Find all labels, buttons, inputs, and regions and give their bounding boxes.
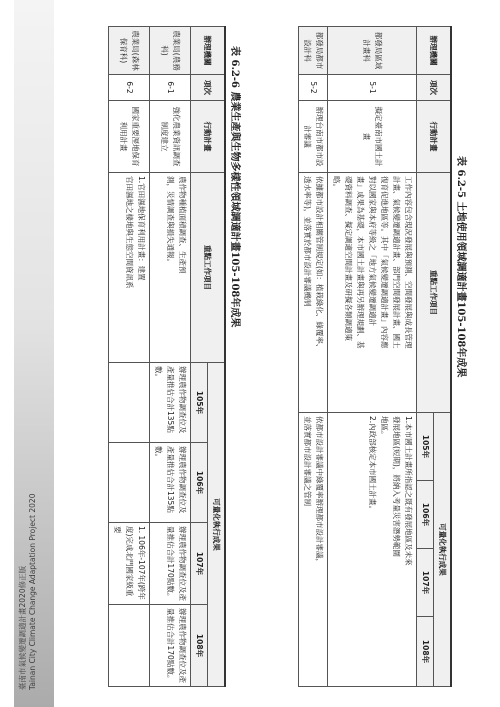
header-item: 項次 xyxy=(191,75,226,101)
work-line: 對以國家與本府等級之「地方氣候變遷調適計 xyxy=(368,176,377,326)
work-line: 礎資料調查、擬定調適空間計畫及研擬各類調適策 xyxy=(344,176,353,341)
side-banner xyxy=(14,0,54,707)
header-agency: 辦理機關 xyxy=(191,27,226,75)
work-cell xyxy=(328,173,417,413)
result-106-cell: 辦理農作物調查位及產量推估合計135點數。 xyxy=(150,443,191,523)
work-cell xyxy=(109,173,150,363)
document-title-en: Tainan City Climate Change Adaptation Project 2020 xyxy=(28,493,37,690)
header-results: 可量化執行成果 xyxy=(208,363,226,687)
item-cell: 6-2 xyxy=(109,75,150,101)
table-title-agriculture: 表 6.2-6 農業生產與生物多樣性領域調適計畫105-108年成果 xyxy=(229,46,240,328)
header-item: 項次 xyxy=(417,75,452,101)
result-108-cell: 辦理農作物調查位及產量推估合計170點數。 xyxy=(150,605,191,687)
result-105-cell xyxy=(109,363,150,443)
work-line: 農作物種植面積調查、生產預 xyxy=(178,176,187,274)
result-line: 1.本市國土計畫所指認之既有發展地區及未來 xyxy=(404,416,413,566)
work-cell xyxy=(299,173,328,413)
result-line: 並落實都市設計審議之管制 xyxy=(303,416,312,506)
header-row xyxy=(208,27,226,687)
item-cell: 5-2 xyxy=(299,75,328,101)
header-agency: 辦理機關 xyxy=(417,27,452,75)
header-105: 105年 xyxy=(191,363,208,443)
side-banner-text xyxy=(18,494,38,690)
work-line: 復育促進地區等。其中「氣候變遷調適計畫」內容應 xyxy=(380,176,389,349)
header-105: 105年 xyxy=(417,413,434,481)
result-107-cell: 1. 106年-107年(跨年度)完成北門國家級重要 xyxy=(109,523,150,605)
work-line: 畫」成果為基礎，本市國土計畫與再另辦理規劃、基 xyxy=(356,176,365,349)
result-108-cell xyxy=(109,605,150,687)
work-line: 工作內容包含現況發展與預測、空間發展與成長管理 xyxy=(404,176,413,349)
result-106-cell xyxy=(109,443,150,523)
agency-cell: 農業局(農務科) xyxy=(150,27,191,75)
header-row xyxy=(434,27,452,687)
agency-cell: 都發局都市設計科 xyxy=(299,27,328,75)
table-row xyxy=(109,27,150,687)
agency-cell: 農業局(森林保育科) xyxy=(109,27,150,75)
work-line: 依據都市設計相關管制規定(如：植栽綠化、綠覆率、 xyxy=(315,176,324,352)
table-title-land-use: 表 6.2-5 土地使用領域調適計畫105-108年成果 xyxy=(455,156,466,378)
plan-cell: 國家重要溼地保育利用計畫 xyxy=(109,101,150,173)
header-work: 重點工作項目 xyxy=(417,173,452,413)
plan-cell: 擬定臺南市國土計畫 xyxy=(328,101,417,173)
header-108: 108年 xyxy=(417,617,434,687)
result-cell xyxy=(328,413,417,687)
result-line: 2.內政部核定本市國土計畫。 xyxy=(368,416,377,514)
work-line: 略。 xyxy=(332,176,341,191)
plan-cell: 辦理台南市都市設計審議 xyxy=(299,101,328,173)
result-105-cell: 辦理農作物調查位及產量推估合計135點數。 xyxy=(150,363,191,443)
header-106: 106年 xyxy=(417,481,434,549)
work-line: 官田濕地之棲地與生態空間資訊系 xyxy=(125,176,134,289)
result-line: 依都市設計審議中綠覆率辦理都市設計審議， xyxy=(315,416,324,566)
plan-cell: 強化農業資訊調查制度建立 xyxy=(150,101,191,173)
work-line: 1.官田濕地保育利用計畫：建置 xyxy=(137,176,146,281)
rotated-page-content xyxy=(68,26,468,686)
work-cell xyxy=(150,173,191,363)
header-108: 108年 xyxy=(191,605,208,687)
header-107: 107年 xyxy=(417,549,434,617)
work-line: 測，災情調查與損失通報。 xyxy=(166,176,175,266)
result-line: 地區。 xyxy=(380,416,389,439)
result-107-cell: 辦理農作物調查位及產量推估合計170點數。 xyxy=(150,523,191,605)
section-agriculture xyxy=(108,26,242,686)
header-plan: 行動計畫 xyxy=(191,101,226,173)
result-line: 發展地區(短期)，將納入考量災害潛勢範圍 xyxy=(392,416,401,557)
work-line: 計畫、氣候變遷調適計畫、部門空間發展計畫、國土 xyxy=(392,176,401,349)
table-row xyxy=(150,27,191,687)
result-cell xyxy=(299,413,328,687)
work-line: 透水率等)，並落實於都市設計審議機制 xyxy=(303,176,312,307)
table-row xyxy=(328,27,417,687)
section-land-use xyxy=(298,26,468,686)
table-row xyxy=(299,27,328,687)
land-use-table xyxy=(298,26,452,687)
header-106: 106年 xyxy=(191,443,208,523)
header-plan: 行動計畫 xyxy=(417,101,452,173)
document-title-zh: 臺南市氣候變遷調適計畫2020修正版 xyxy=(18,565,27,690)
header-results: 可量化執行成果 xyxy=(434,413,452,687)
header-107: 107年 xyxy=(191,523,208,605)
agriculture-table xyxy=(108,26,226,687)
item-cell: 6-1 xyxy=(150,75,191,101)
agency-cell: 都發局區域計畫科 xyxy=(328,27,417,75)
item-cell: 5-1 xyxy=(328,75,417,101)
header-work: 重點工作項目 xyxy=(191,173,226,363)
